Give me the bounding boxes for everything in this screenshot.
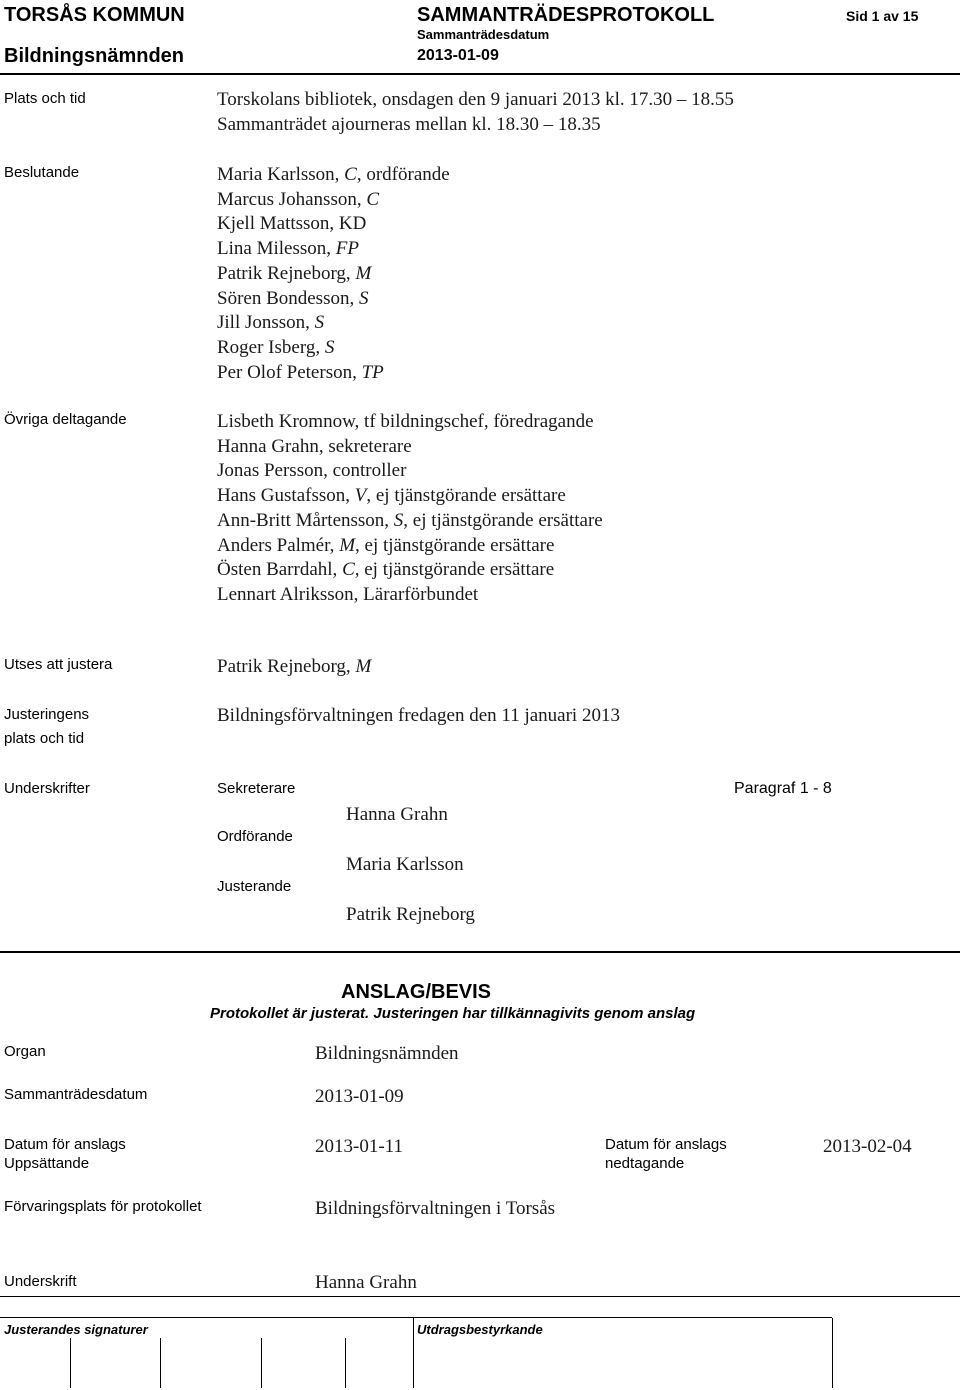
page-number: Sid 1 av 15 [846,8,919,24]
signature-box-divider [413,1318,414,1388]
participant-row: Hans Gustafsson, V, ej tjänstgörande ersättare [217,485,566,507]
chair-name: Maria Karlsson [346,854,464,875]
header-rule [0,73,960,75]
participant-row: Ann-Britt Mårtensson, S, ej tjänstgörande ersättare [217,509,603,531]
notice-title: ANSLAG/BEVIS [341,981,492,1003]
removed-label: nedtagande [605,1155,685,1172]
participant-row: Jill Jonsson, S [217,312,325,334]
adjuster-label: Utses att justera [4,656,113,673]
secretary-label: Sekreterare [217,780,296,797]
secretary-name: Hanna Grahn [346,804,448,825]
municipality-name: TORSÅS KOMMUN [4,4,185,26]
storage-value: Bildningsförvaltningen i Torsås [315,1198,556,1219]
adjust-place-label: Justeringens [4,706,90,723]
organ-label: Organ [4,1043,46,1060]
deciding-label: Beslutande [4,164,80,181]
place-line: Torskolans bibliotek, onsdagen den 9 januari 2013 kl. 17.30 – 18.55 [217,89,734,110]
adjusters-signatures-label: Justerandes signaturer [4,1322,148,1337]
organ-value: Bildningsnämnden [315,1043,459,1064]
document-type: SAMMANTRÄDESPROTOKOLL [417,4,715,26]
meeting-date: 2013-01-09 [417,47,499,64]
participant-row: Anders Palmér, M, ej tjänstgörande ersättare [217,534,555,556]
storage-label: Förvaringsplats för protokollet [4,1198,202,1215]
meeting-date-label-notice: Sammanträdesdatum [4,1086,148,1103]
adjuster-name: Patrik Rejneborg, M [217,656,372,677]
place-line: Sammanträdet ajourneras mellan kl. 18.30 – 18.35 [217,114,601,135]
participant-row: Per Olof Peterson, TP [217,361,384,383]
participant-row: Patrik Rejneborg, M [217,262,372,284]
extract-certification-label: Utdragsbestyrkande [417,1322,543,1337]
signatures-label: Underskrifter [4,780,90,797]
adjust-place-label: plats och tid [4,730,85,747]
posted-label: Datum för anslags [4,1136,126,1153]
signature-label: Underskrift [4,1273,77,1290]
others-label: Övriga deltagande [4,411,127,428]
board-name: Bildningsnämnden [4,45,184,67]
participant-row: Lennart Alriksson, Lärarförbundet [217,583,479,605]
participant-row: Kjell Mattsson, KD [217,213,367,235]
participant-row: Marcus Johansson, C [217,188,380,210]
participant-row: Hanna Grahn, sekreterare [217,435,412,457]
place-label: Plats och tid [4,90,86,107]
chair-label: Ordförande [217,828,293,845]
signature-box-divider [832,1318,833,1388]
signature-rule [0,1296,960,1297]
signature-name: Hanna Grahn [315,1272,417,1293]
removed-label: Datum för anslags [605,1136,727,1153]
participant-row: Östen Barrdahl, C, ej tjänstgörande ersättare [217,559,555,581]
adjust-place-value: Bildningsförvaltningen fredagen den 11 januari 2013 [217,705,620,726]
meeting-date-label: Sammanträdesdatum [417,27,550,42]
signature-box-divider [261,1338,262,1388]
adjuster-sign-name: Patrik Rejneborg [346,904,475,925]
posted-label: Uppsättande [4,1155,90,1172]
notice-subtitle: Protokollet är justerat. Justeringen har tillkännagivits genom anslag [210,1005,696,1022]
meeting-date-notice: 2013-01-09 [315,1086,404,1107]
signature-box-divider [160,1338,161,1388]
section-rule [0,951,960,953]
paragraph-range: Paragraf 1 - 8 [734,780,832,797]
participant-row: Lina Milesson, FP [217,238,359,260]
participant-row: Jonas Persson, controller [217,460,407,482]
participant-row: Sören Bondesson, S [217,287,369,309]
participant-row: Maria Karlsson, C, ordförande [217,164,450,185]
posted-date: 2013-01-11 [315,1136,403,1157]
signature-box-divider [345,1338,346,1388]
participant-row: Lisbeth Kromnow, tf bildningschef, föredragande [217,411,594,432]
footer-rule [0,1317,832,1318]
participant-row: Roger Isberg, S [217,336,335,358]
removed-date: 2013-02-04 [823,1136,912,1157]
signature-box-divider [70,1338,71,1388]
adjuster-sign-label: Justerande [217,878,292,895]
